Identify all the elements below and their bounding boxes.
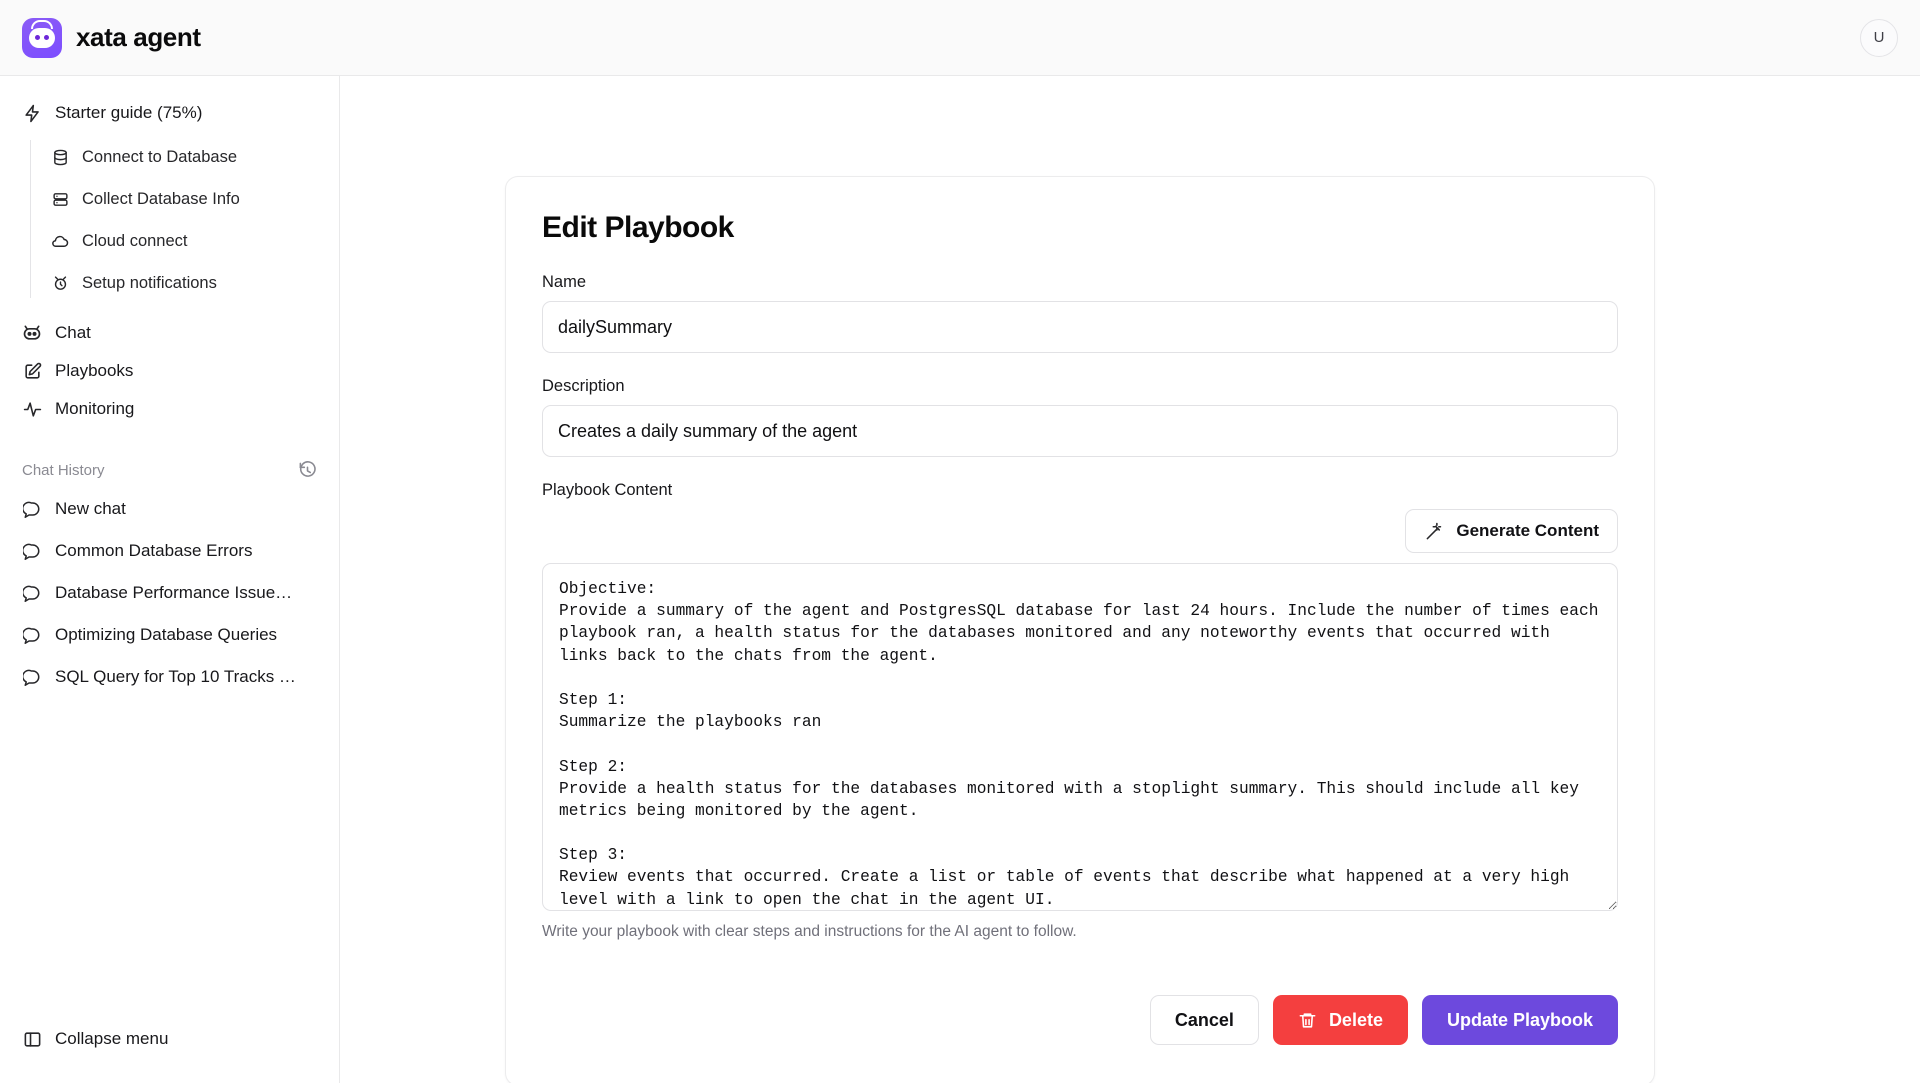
- alarm-icon: [50, 273, 70, 293]
- name-label: Name: [542, 273, 587, 291]
- cloud-icon: [50, 231, 70, 251]
- list-item-label: Database Performance Issue…: [55, 583, 293, 602]
- collapse-menu-label: Collapse menu: [55, 1029, 169, 1048]
- xata-mascot-icon: [22, 18, 62, 58]
- sidebar-subitem-label: Setup notifications: [82, 273, 217, 292]
- activity-icon: [22, 399, 42, 419]
- page-title: Edit Playbook: [542, 211, 734, 244]
- sidebar-subitem-label: Connect to Database: [82, 147, 238, 166]
- trash-icon: [1298, 1010, 1318, 1030]
- delete-button[interactable]: [1273, 995, 1408, 1045]
- list-item-label: SQL Query for Top 10 Tracks …: [55, 667, 296, 686]
- message-icon: [22, 667, 42, 687]
- description-input[interactable]: [542, 405, 1618, 457]
- server-icon: [50, 189, 70, 209]
- message-icon: [22, 583, 42, 603]
- edit-playbook-card: [505, 176, 1655, 1083]
- list-item[interactable]: [0, 530, 339, 572]
- chat-history-header: [0, 444, 339, 488]
- sidebar-item-monitoring[interactable]: [0, 390, 339, 428]
- list-item-label: New chat: [55, 499, 126, 518]
- playbook-content-textarea[interactable]: [542, 563, 1618, 911]
- brand[interactable]: [22, 18, 201, 58]
- avatar-initial: U: [1873, 29, 1885, 46]
- sidebar-item-connect-to-database[interactable]: [38, 136, 339, 178]
- database-icon: [50, 147, 70, 167]
- list-item[interactable]: [0, 614, 339, 656]
- message-icon: [22, 541, 42, 561]
- magic-wand-icon: [1424, 521, 1444, 541]
- history-icon[interactable]: [297, 460, 317, 480]
- list-item[interactable]: [0, 656, 339, 698]
- name-input[interactable]: [542, 301, 1618, 353]
- description-label: Description: [542, 377, 625, 395]
- sidebar-item-cloud-connect[interactable]: [38, 220, 339, 262]
- generate-content-button[interactable]: [1405, 509, 1618, 553]
- sidebar-subitem-label: Collect Database Info: [82, 189, 240, 208]
- sidebar: [0, 76, 340, 1083]
- lightning-icon: [22, 103, 42, 123]
- cancel-button-label: Cancel: [1174, 1009, 1234, 1030]
- sidebar-subitem-label: Cloud connect: [82, 231, 188, 250]
- avatar[interactable]: [1860, 19, 1898, 57]
- sidebar-item-setup-notifications[interactable]: [38, 262, 339, 304]
- collapse-menu-button[interactable]: [22, 1019, 317, 1059]
- playbook-content-group: [542, 481, 1618, 941]
- app-body: [0, 76, 1920, 1083]
- sidebar-item-chat[interactable]: [0, 314, 339, 352]
- sidebar-item-playbooks[interactable]: [0, 352, 339, 390]
- playbook-icon: [22, 361, 42, 381]
- name-field-group: [542, 273, 1618, 353]
- generate-content-label: Generate Content: [1456, 521, 1599, 540]
- sidebar-item-starter-guide[interactable]: [0, 94, 339, 132]
- list-item-label: Common Database Errors: [55, 541, 253, 560]
- top-bar: [0, 0, 1920, 76]
- playbook-content-label: Playbook Content: [542, 481, 673, 499]
- message-icon: [22, 499, 42, 519]
- panel-collapse-icon: [22, 1029, 42, 1049]
- list-item-label: Optimizing Database Queries: [55, 625, 278, 644]
- update-playbook-button[interactable]: [1422, 995, 1618, 1045]
- sidebar-item-label: Monitoring: [55, 399, 135, 418]
- cancel-button[interactable]: [1150, 995, 1259, 1045]
- starter-guide-subnav: [0, 136, 339, 304]
- list-item[interactable]: [0, 488, 339, 530]
- list-item[interactable]: [0, 572, 339, 614]
- sidebar-starter-guide-label: Starter guide (75%): [55, 103, 203, 122]
- content-toolbar: [542, 509, 1618, 553]
- playbook-content-helper: Write your playbook with clear steps and instructions for the AI agent to follow.: [542, 923, 1077, 940]
- description-field-group: [542, 377, 1618, 457]
- sidebar-item-label: Chat: [55, 323, 91, 342]
- brand-name: xata agent: [76, 22, 201, 52]
- update-playbook-label: Update Playbook: [1446, 1009, 1593, 1030]
- sidebar-item-label: Playbooks: [55, 361, 134, 380]
- sidebar-item-collect-database-info[interactable]: [38, 178, 339, 220]
- message-icon: [22, 625, 42, 645]
- delete-button-label: Delete: [1328, 1009, 1383, 1030]
- form-actions: [542, 995, 1618, 1045]
- main-content: [340, 76, 1920, 1083]
- chat-mascot-icon: [22, 323, 42, 343]
- sidebar-footer: [0, 1019, 339, 1083]
- chat-history-title: Chat History: [22, 461, 105, 479]
